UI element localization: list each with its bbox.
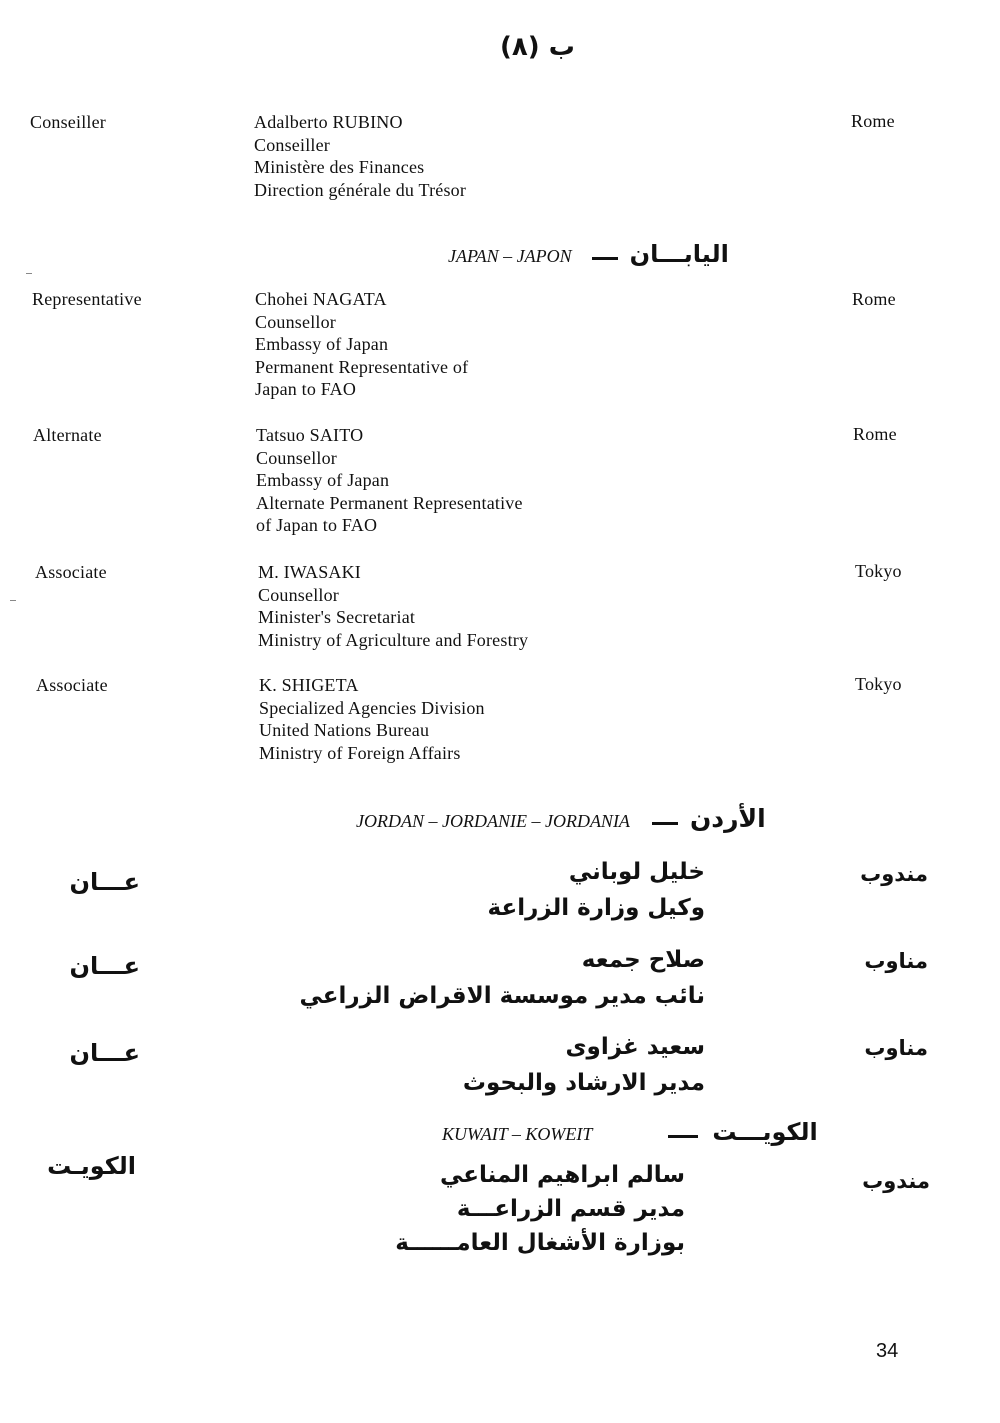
- delegate-detail-line: Counsellor: [255, 311, 336, 332]
- delegate-detail-line: Minister's Secretariat: [258, 607, 416, 628]
- country-heading-japan: [448, 240, 729, 268]
- country-heading-kuwait: [442, 1118, 818, 1146]
- delegate-details: [395, 1158, 685, 1260]
- country-heading-arabic: اليابـــان: [629, 240, 729, 268]
- delegate-city: Rome: [853, 424, 897, 444]
- country-heading-latin: KUWAIT – KOWEIT: [442, 1124, 593, 1144]
- delegate-city: Tokyo: [855, 674, 902, 694]
- delegate-city: Rome: [852, 289, 896, 309]
- delegate-details: [488, 854, 705, 926]
- delegate-city: عـــان: [69, 952, 140, 980]
- delegate-role: مناوب: [864, 1036, 928, 1060]
- delegate-detail-line: Counsellor: [258, 584, 339, 605]
- delegate-detail-line: نائب مدير موسسة الاقراض الزراعي: [299, 983, 705, 1009]
- delegate-details: [259, 674, 485, 764]
- delegate-city: عـــان: [69, 868, 140, 896]
- delegate-details: [254, 111, 466, 201]
- delegate-city: عـــان: [69, 1039, 140, 1067]
- delegate-detail-line: United Nations Bureau: [259, 720, 430, 741]
- delegate-city: الكويـت: [47, 1152, 136, 1180]
- delegate-details: [255, 288, 468, 401]
- delegate-city: Tokyo: [855, 561, 902, 581]
- country-heading-latin: JAPAN – JAPON: [448, 246, 572, 266]
- delegate-detail-line: Ministry of Foreign Affairs: [259, 742, 461, 763]
- scan-mark: [10, 600, 16, 601]
- delegate-role: مندوب: [862, 1169, 930, 1193]
- delegate-role: Conseiller: [30, 112, 106, 132]
- delegate-name: Tatsuo SAITO: [256, 425, 364, 445]
- delegate-detail-line: Japan to FAO: [255, 379, 357, 400]
- delegate-detail-line: وكيل وزارة الزراعة: [487, 895, 705, 921]
- delegate-name: K. SHIGETA: [259, 675, 359, 695]
- delegate-detail-line: Embassy of Japan: [256, 470, 390, 491]
- delegate-details: [463, 1029, 705, 1101]
- country-heading-arabic: الأردن: [689, 804, 766, 833]
- heading-dash: [668, 1135, 698, 1138]
- heading-dash: [652, 822, 678, 825]
- heading-dash: [592, 257, 618, 260]
- delegate-details: [256, 424, 523, 537]
- delegate-detail-line: Conseiller: [254, 134, 330, 155]
- delegate-role: Alternate: [33, 425, 102, 445]
- delegate-name: صلاح جمعه: [581, 947, 705, 973]
- delegate-role: Representative: [32, 289, 142, 309]
- delegate-detail-line: Direction générale du Trésor: [254, 179, 467, 200]
- delegate-detail-line: Ministère des Finances: [254, 157, 425, 178]
- delegate-name: سعيد غزاوى: [565, 1034, 705, 1060]
- delegate-name: سالم ابراهيم المناعي: [440, 1162, 685, 1188]
- country-heading-jordan: [356, 804, 766, 833]
- scan-mark: [26, 273, 32, 274]
- delegate-detail-line: بوزارة الأشغال العامــــــة: [395, 1230, 685, 1256]
- delegate-details: [299, 942, 705, 1014]
- delegate-detail-line: Permanent Representative of: [255, 356, 469, 377]
- delegate-detail-line: Counsellor: [256, 447, 337, 468]
- country-heading-arabic: الكويـــت: [712, 1118, 818, 1146]
- delegate-role: مناوب: [864, 949, 928, 973]
- delegate-name: Chohei NAGATA: [255, 289, 387, 309]
- delegate-detail-line: Alternate Permanent Representative: [256, 492, 523, 513]
- delegate-name: Adalberto RUBINO: [254, 112, 403, 132]
- delegate-details: [258, 561, 528, 651]
- country-heading-latin: JORDAN – JORDANIE – JORDANIA: [356, 811, 630, 831]
- delegate-detail-line: Specialized Agencies Division: [259, 697, 485, 718]
- page-marker: ب (٨): [500, 32, 575, 62]
- delegate-name: خليل لوباني: [568, 859, 705, 885]
- delegate-city: Rome: [851, 111, 895, 131]
- delegate-detail-line: of Japan to FAO: [256, 515, 378, 536]
- delegate-detail-line: مدير الارشاد والبحوث: [462, 1070, 705, 1096]
- page-number: 34: [876, 1340, 899, 1362]
- delegate-name: M. IWASAKI: [258, 562, 361, 582]
- delegate-detail-line: مدير قسم الزراعـــة: [456, 1196, 685, 1222]
- delegate-detail-line: Embassy of Japan: [255, 334, 389, 355]
- delegate-detail-line: Ministry of Agriculture and Forestry: [258, 629, 529, 650]
- delegate-role: Associate: [35, 562, 107, 582]
- delegate-role: مندوب: [860, 862, 928, 886]
- delegate-role: Associate: [36, 675, 108, 695]
